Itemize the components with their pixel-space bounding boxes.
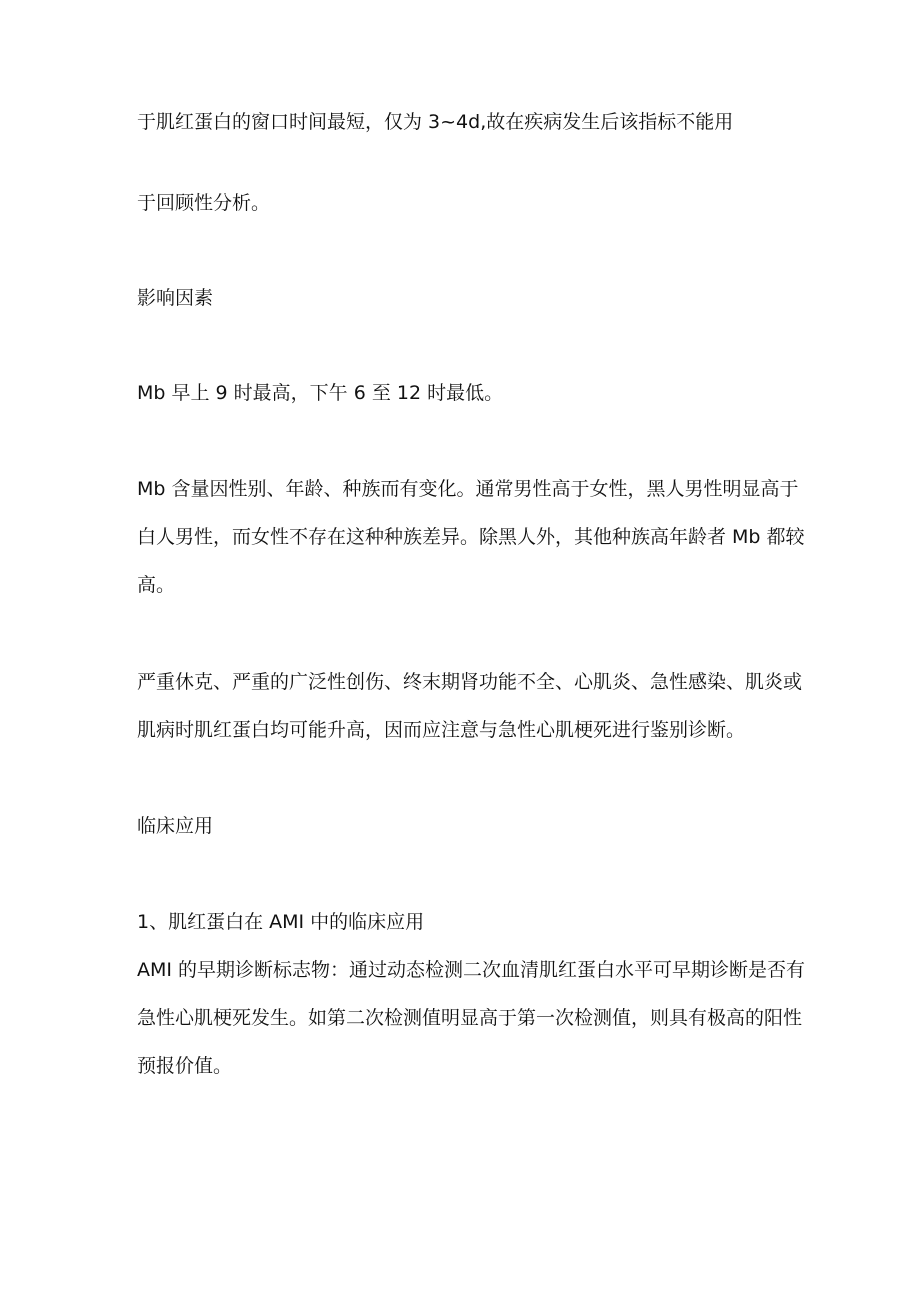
text-line: 预报价值。 <box>137 1055 233 1077</box>
text-line: 高。 <box>137 574 176 596</box>
text-line: 于回顾性分析。 <box>137 192 271 214</box>
numbered-subheading: 1、肌红蛋白在 AMI 中的临床应用 <box>137 911 425 933</box>
section-heading-clinical-application: 临床应用 <box>137 815 214 837</box>
text-line: 严重休克、严重的广泛性创伤、终末期肾功能不全、心肌炎、急性感染、肌炎或 <box>137 671 803 693</box>
text-line: 肌病时肌红蛋白均可能升高，因而应注意与急性心肌梗死进行鉴别诊断。 <box>137 719 746 741</box>
text-line: 白人男性，而女性不存在这种种族差异。除黑人外，其他种族高年龄者 Mb 都较 <box>137 526 805 548</box>
text-line: 于肌红蛋白的窗口时间最短，仅为 3~4d,故在疾病发生后该指标不能用 <box>137 111 734 133</box>
text-line: Mb 含量因性别、年龄、种族而有变化。通常男性高于女性，黑人男性明显高于 <box>137 478 799 500</box>
text-line: Mb 早上 9 时最高，下午 6 至 12 时最低。 <box>137 382 504 404</box>
text-line: 急性心肌梗死发生。如第二次检测值明显高于第一次检测值，则具有极高的阳性 <box>137 1007 803 1029</box>
section-heading-influence-factors: 影响因素 <box>137 287 214 309</box>
text-line: AMI 的早期诊断标志物：通过动态检测二次血清肌红蛋白水平可早期诊断是否有 <box>137 959 806 981</box>
